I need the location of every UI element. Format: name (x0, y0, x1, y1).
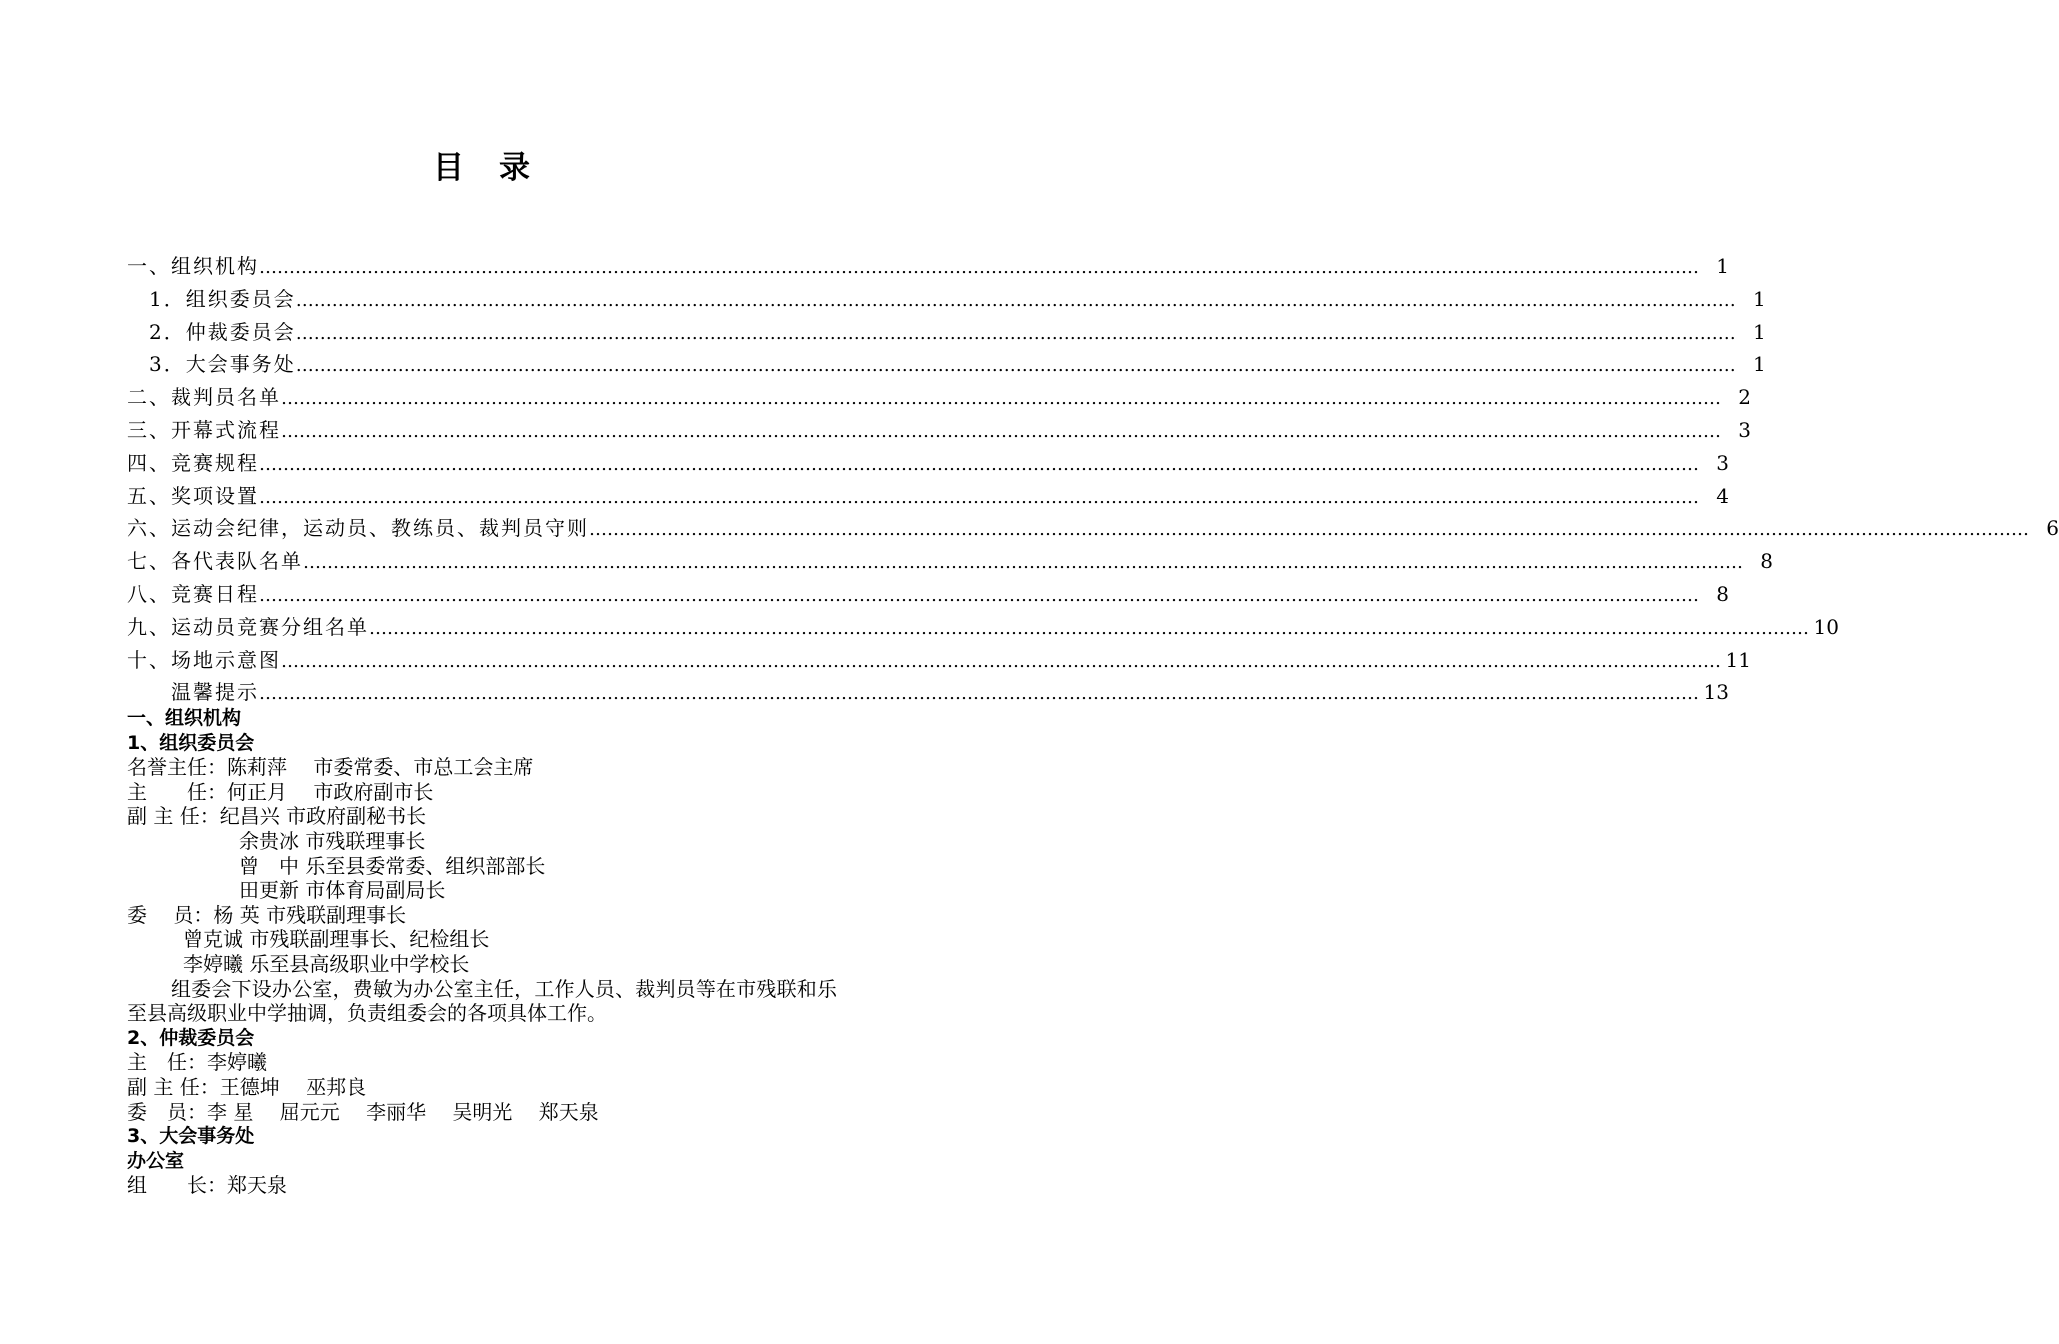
toc-leader-dots: …………………………………………………………………………………………………………………………………………………………………………………………………………………… (259, 683, 1699, 705)
arbitration-director-line: 主 任：李婷曦 (127, 1050, 267, 1075)
toc-entry-page: 1 (1753, 319, 1766, 344)
toc-entry (127, 316, 1766, 349)
toc-entry-page: 8 (1760, 549, 1773, 574)
toc-entry-page: 13 (1703, 680, 1729, 705)
arbitration-members-line: 委 员：李 星 屈元元 李丽华 吴明光 郑天泉 (127, 1099, 599, 1124)
toc-leader-dots: …………………………………………………………………………………………………………………………………………………………………………………………………………………… (295, 322, 1736, 344)
toc-leader-dots: …………………………………………………………………………………………………………………………………………………………………………………………………………………… (281, 420, 1721, 442)
toc-entry-page: 1 (1753, 352, 1766, 377)
deputy-director-line: 余贵冰 市残联理事长 (239, 828, 426, 853)
document-title: 目 录 (433, 150, 532, 186)
toc-entry-page: 1 (1753, 286, 1766, 311)
toc-entry-label: 二、裁判员名单 (127, 385, 281, 410)
toc-leader-dots: …………………………………………………………………………………………………………………………………………………………………………………………………………………… (295, 289, 1736, 311)
toc-entry-page: 2 (1738, 385, 1751, 410)
toc-entry-label: 一、组织机构 (127, 254, 259, 278)
toc-leader-dots: …………………………………………………………………………………………………………………………………………………………………………………………………………………… (259, 486, 1699, 508)
honorary-director-line: 名誉主任：陈莉萍 市委常委、市总工会主席 (127, 755, 534, 780)
toc-entry-page: 3 (1738, 417, 1751, 442)
member-line: 李婷曦 乐至县高级职业中学校长 (183, 951, 470, 976)
toc-entry (127, 644, 1751, 677)
toc-entry (127, 512, 2059, 545)
toc-entry-label: 十、场地示意图 (127, 647, 281, 672)
toc-entry-label: 五、奖项设置 (127, 483, 259, 508)
toc-entry (127, 545, 1773, 578)
toc-entry (127, 611, 1839, 644)
toc-leader-dots: …………………………………………………………………………………………………………………………………………………………………………………………………………………… (259, 257, 1699, 278)
toc-entry-label: 四、竞赛规程 (127, 450, 259, 475)
toc-entry (127, 414, 1751, 447)
toc-leader-dots: …………………………………………………………………………………………………………………………………………………………………………………………………………………… (259, 584, 1699, 606)
toc-entry-label: 3．大会事务处 (149, 352, 296, 377)
toc-entry-page: 10 (1813, 614, 1839, 639)
toc-leader-dots: …………………………………………………………………………………………………………………………………………………………………………………………………………………… (281, 388, 1721, 410)
toc-entry (127, 676, 1729, 709)
section-heading: 一、组织机构 (127, 707, 242, 729)
toc-entry-label: 1．组织委员会 (149, 286, 296, 311)
toc-entry-page: 8 (1716, 581, 1729, 606)
toc-leader-dots: …………………………………………………………………………………………………………………………………………………………………………………………………………………… (303, 552, 1743, 574)
toc-entry-label: 三、开幕式流程 (127, 417, 281, 442)
toc-entry-label: 六、运动会纪律，运动员、教练员、裁判员守则 (127, 516, 589, 541)
document-body (127, 706, 837, 1198)
office-heading: 办公室 (127, 1149, 185, 1172)
toc-leader-dots: …………………………………………………………………………………………………………………………………………………………………………………………………………………… (295, 355, 1736, 377)
toc-entry (127, 250, 1729, 283)
toc-entry-page: 1 (1716, 254, 1729, 278)
subsection-heading: 3、大会事务处 (127, 1125, 255, 1148)
deputy-director-line: 副 主 任：纪昌兴 市政府副秘书长 (127, 804, 427, 829)
member-line: 委 员：杨 英 市残联副理事长 (127, 902, 407, 927)
toc-entry-page: 4 (1716, 483, 1729, 508)
toc-entry (127, 578, 1729, 611)
table-of-contents (127, 250, 2059, 709)
office-paragraph: 组委会下设办公室，费敏为办公室主任，工作人员、裁判员等在市残联和乐至县高级职业中学抽调，负责组委会的各项具体工作。 (127, 976, 837, 1026)
director-line: 主 任：何正月 市政府副市长 (127, 779, 434, 804)
subsection-heading: 2、仲裁委员会 (127, 1026, 255, 1049)
toc-entry-page: 3 (1716, 450, 1729, 475)
toc-leader-dots: …………………………………………………………………………………………………………………………………………………………………………………………………………………… (259, 453, 1699, 475)
toc-leader-dots: …………………………………………………………………………………………………………………………………………………………………………………………………………………… (281, 650, 1721, 672)
toc-entry-page: 6 (2046, 516, 2059, 541)
toc-entry-label: 2．仲裁委员会 (149, 319, 296, 344)
deputy-director-line: 田更新 市体育局副局长 (239, 878, 446, 903)
toc-entry-label: 温馨提示 (171, 680, 259, 705)
deputy-director-line: 曾 中 乐至县委常委、组织部部长 (239, 853, 546, 878)
toc-entry-page: 11 (1725, 647, 1751, 672)
toc-entry (127, 447, 1729, 480)
toc-leader-dots: …………………………………………………………………………………………………………………………………………………………………………………………………………………… (589, 519, 2029, 541)
arbitration-deputy-line: 副 主 任：王德坤 巫邦良 (127, 1074, 367, 1099)
toc-entry-label: 八、竞赛日程 (127, 581, 259, 606)
toc-entry (127, 348, 1766, 381)
toc-entry-label: 七、各代表队名单 (127, 549, 303, 574)
toc-entry (127, 480, 1729, 513)
toc-entry-label: 九、运动员竞赛分组名单 (127, 614, 369, 639)
member-line: 曾克诚 市残联副理事长、纪检组长 (183, 927, 490, 952)
toc-entry (127, 381, 1751, 414)
group-leader-line: 组 长：郑天泉 (127, 1173, 287, 1198)
toc-entry (127, 283, 1766, 316)
toc-leader-dots: …………………………………………………………………………………………………………………………………………………………………………………………………………………… (369, 617, 1809, 639)
subsection-heading: 1、组织委员会 (127, 731, 255, 754)
